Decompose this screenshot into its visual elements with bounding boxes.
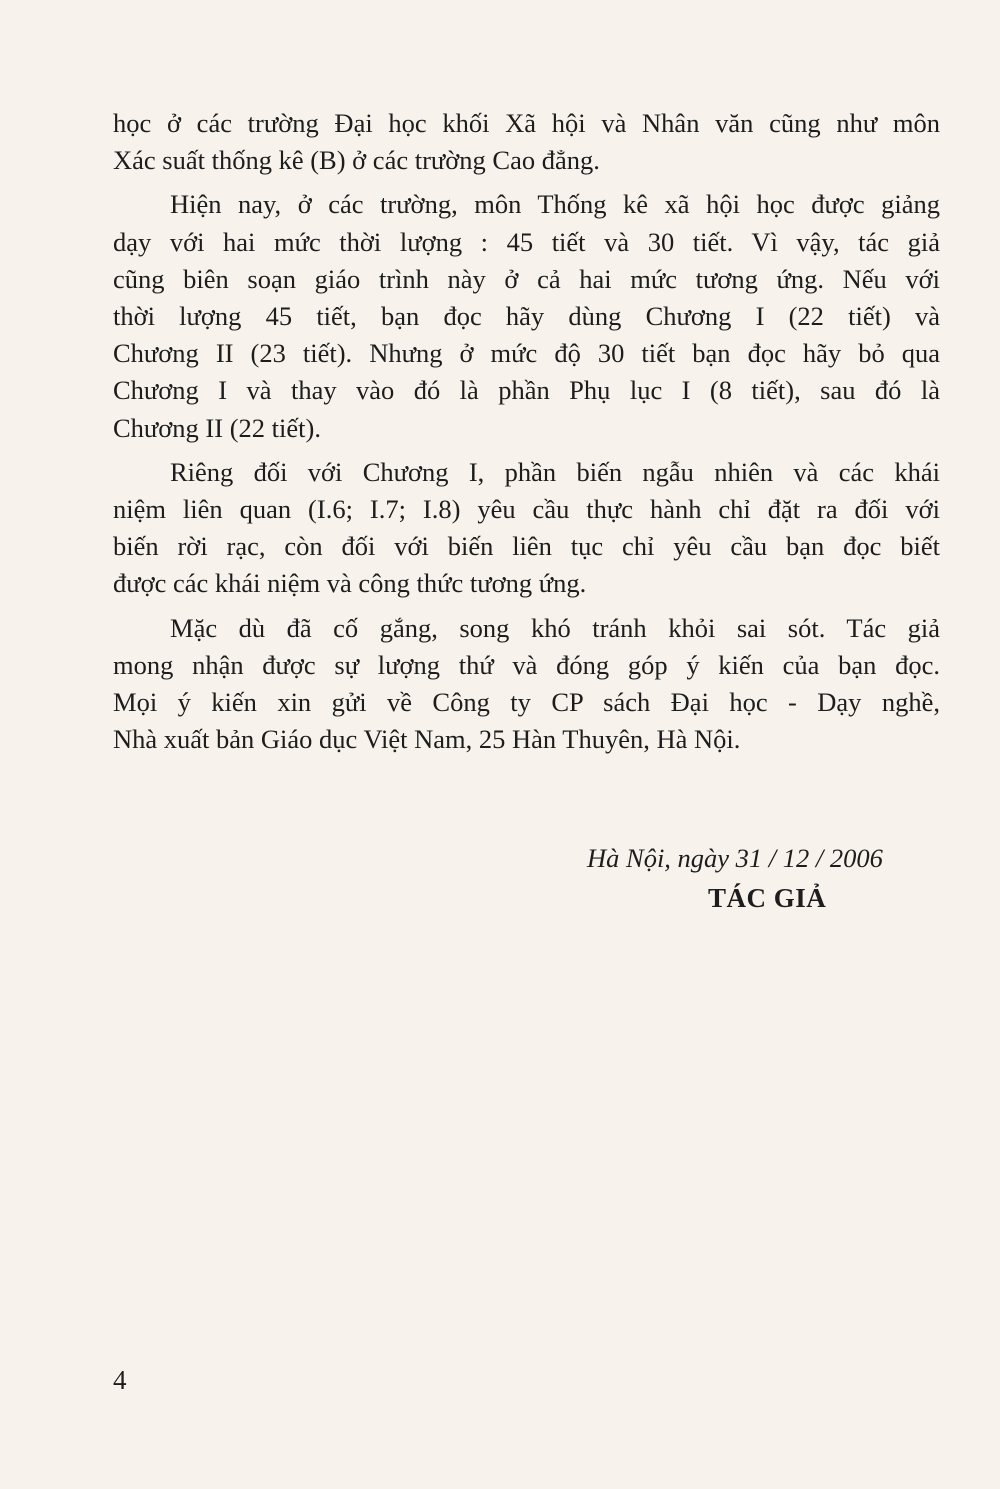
paragraph-line: Nhà xuất bản Giáo dục Việt Nam, 25 Hàn Thuyên, Hà Nội.: [113, 724, 741, 755]
body-text: [113, 105, 940, 758]
paragraph-4: [113, 610, 940, 759]
paragraph-line: thời lượng 45 tiết, bạn đọc hãy dùng Chương I (22 tiết) và: [113, 301, 940, 332]
paragraph-2: [113, 186, 940, 446]
paragraph-line: Chương I và thay vào đó là phần Phụ lục I (8 tiết), sau đó là: [113, 375, 940, 406]
paragraph-line: được các khái niệm và công thức tương ứng.: [113, 568, 587, 599]
paragraph-line: niệm liên quan (I.6; I.7; I.8) yêu cầu thực hành chỉ đặt ra đối với: [113, 494, 940, 525]
paragraph-line: Chương II (22 tiết).: [113, 412, 321, 443]
paragraph-line: Mặc dù đã cố gắng, song khó tránh khỏi sai sót. Tác giả: [170, 612, 940, 643]
paragraph-line: Riêng đối với Chương I, phần biến ngẫu nhiên và các khái: [170, 456, 940, 487]
paragraph-3: [113, 454, 940, 603]
paragraph-line: mong nhận được sự lượng thứ và đóng góp ý kiến của bạn đọc.: [113, 649, 940, 680]
paragraph-line: biến rời rạc, còn đối với biến liên tục chỉ yêu cầu bạn đọc biết: [113, 531, 940, 562]
page-number: 4: [113, 1365, 127, 1395]
signature-author: TÁC GIẢ: [708, 883, 827, 913]
paragraph-line: cũng biên soạn giáo trình này ở cả hai mức tương ứng. Nếu với: [113, 263, 940, 294]
signature-date: Hà Nội, ngày 31 / 12 / 2006: [587, 843, 883, 873]
paragraph-line: dạy với hai mức thời lượng : 45 tiết và 30 tiết. Vì vậy, tác giả: [113, 226, 940, 257]
paragraph-line: Xác suất thống kê (B) ở các trường Cao đẳng.: [113, 145, 600, 176]
paragraph-line: Chương II (23 tiết). Nhưng ở mức độ 30 tiết bạn đọc hãy bỏ qua: [113, 338, 940, 369]
paragraph-line: Hiện nay, ở các trường, môn Thống kê xã hội học được giảng: [170, 189, 940, 220]
paragraph-line: Mọi ý kiến xin gửi về Công ty CP sách Đại học - Dạy nghề,: [113, 687, 940, 718]
paragraph-line: học ở các trường Đại học khối Xã hội và Nhân văn cũng như môn: [113, 108, 940, 138]
paragraph-1: [113, 105, 940, 179]
